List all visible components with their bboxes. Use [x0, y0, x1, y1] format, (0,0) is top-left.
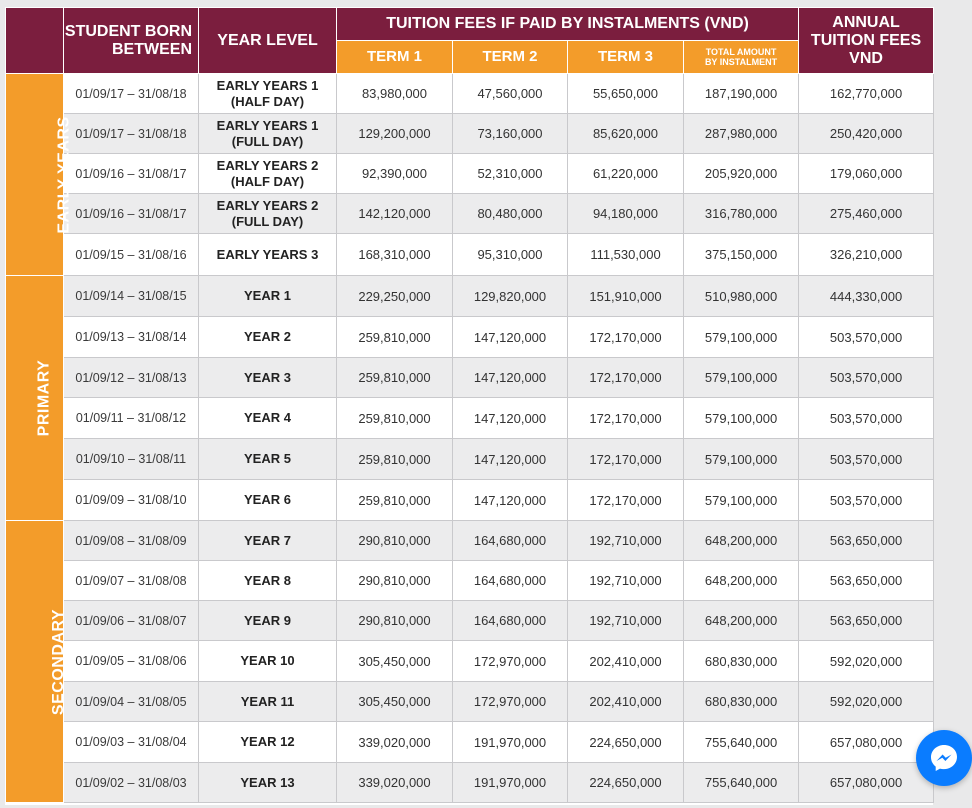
- header-instalments: TUITION FEES IF PAID BY INSTALMENTS (VND): [337, 8, 799, 41]
- term-1-fee: 168,310,000: [337, 234, 453, 276]
- birth-date-range: 01/09/11 – 31/08/12: [64, 398, 199, 439]
- annual-fee: 563,650,000: [799, 601, 934, 641]
- term-3-fee: 172,170,000: [568, 317, 684, 358]
- birth-date-range: 01/09/14 – 31/08/15: [64, 276, 199, 317]
- year-level: YEAR 3: [199, 358, 337, 398]
- year-level: YEAR 1: [199, 276, 337, 317]
- term-2-fee: 147,120,000: [453, 480, 568, 521]
- term-3-fee: 202,410,000: [568, 682, 684, 722]
- term-1-fee: 259,810,000: [337, 317, 453, 358]
- term-3-fee: 85,620,000: [568, 114, 684, 154]
- birth-date-range: 01/09/12 – 31/08/13: [64, 358, 199, 398]
- term-3-fee: 172,170,000: [568, 439, 684, 480]
- term-2-fee: 73,160,000: [453, 114, 568, 154]
- header-term-1: TERM 1: [337, 41, 453, 74]
- birth-date-range: 01/09/02 – 31/08/03: [64, 763, 199, 803]
- term-1-fee: 290,810,000: [337, 521, 453, 561]
- table-row: [6, 763, 934, 803]
- total-instalment-fee: 579,100,000: [684, 317, 799, 358]
- table-row: [6, 114, 934, 154]
- birth-date-range: 01/09/16 – 31/08/17: [64, 154, 199, 194]
- annual-fee: 503,570,000: [799, 398, 934, 439]
- term-2-fee: 164,680,000: [453, 521, 568, 561]
- term-2-fee: 147,120,000: [453, 398, 568, 439]
- term-3-fee: 172,170,000: [568, 398, 684, 439]
- term-3-fee: 224,650,000: [568, 722, 684, 763]
- term-3-fee: 192,710,000: [568, 601, 684, 641]
- table-body: [6, 74, 934, 803]
- annual-fee: 250,420,000: [799, 114, 934, 154]
- term-2-fee: 191,970,000: [453, 763, 568, 803]
- table-row: [6, 358, 934, 398]
- annual-fee: 657,080,000: [799, 722, 934, 763]
- term-3-fee: 151,910,000: [568, 276, 684, 317]
- term-1-fee: 92,390,000: [337, 154, 453, 194]
- term-2-fee: 52,310,000: [453, 154, 568, 194]
- total-instalment-fee: 579,100,000: [684, 398, 799, 439]
- total-instalment-fee: 205,920,000: [684, 154, 799, 194]
- annual-fee: 657,080,000: [799, 763, 934, 803]
- table-row: [6, 480, 934, 521]
- section-label-text: PRIMARY: [35, 359, 53, 437]
- year-level: EARLY YEARS 1 (FULL DAY): [199, 114, 337, 154]
- term-3-fee: 61,220,000: [568, 154, 684, 194]
- term-2-fee: 147,120,000: [453, 358, 568, 398]
- birth-date-range: 01/09/09 – 31/08/10: [64, 480, 199, 521]
- table-row: [6, 276, 934, 317]
- term-2-fee: 191,970,000: [453, 722, 568, 763]
- term-1-fee: 142,120,000: [337, 194, 453, 234]
- table-row: [6, 521, 934, 561]
- table-row: [6, 682, 934, 722]
- term-2-fee: 164,680,000: [453, 561, 568, 601]
- annual-fee: 503,570,000: [799, 439, 934, 480]
- annual-fee: 592,020,000: [799, 682, 934, 722]
- header-corner: [6, 8, 64, 74]
- year-level: YEAR 5: [199, 439, 337, 480]
- term-2-fee: 95,310,000: [453, 234, 568, 276]
- annual-fee: 275,460,000: [799, 194, 934, 234]
- year-level: YEAR 7: [199, 521, 337, 561]
- year-level: YEAR 10: [199, 641, 337, 682]
- birth-date-range: 01/09/17 – 31/08/18: [64, 74, 199, 114]
- term-2-fee: 80,480,000: [453, 194, 568, 234]
- total-instalment-fee: 287,980,000: [684, 114, 799, 154]
- messenger-icon: [928, 742, 960, 774]
- term-1-fee: 129,200,000: [337, 114, 453, 154]
- table-row: [6, 317, 934, 358]
- header-student-born: STUDENT BORN BETWEEN: [64, 8, 199, 74]
- year-level: EARLY YEARS 1 (HALF DAY): [199, 74, 337, 114]
- table-row: [6, 439, 934, 480]
- annual-fee: 563,650,000: [799, 521, 934, 561]
- term-1-fee: 259,810,000: [337, 480, 453, 521]
- term-3-fee: 202,410,000: [568, 641, 684, 682]
- birth-date-range: 01/09/04 – 31/08/05: [64, 682, 199, 722]
- birth-date-range: 01/09/05 – 31/08/06: [64, 641, 199, 682]
- term-3-fee: 192,710,000: [568, 521, 684, 561]
- fee-table-sheet: [5, 7, 933, 805]
- term-1-fee: 290,810,000: [337, 561, 453, 601]
- table-row: [6, 722, 934, 763]
- messenger-chat-button[interactable]: [916, 730, 972, 786]
- section-label-text: EARLY YEARS: [55, 115, 73, 234]
- total-instalment-fee: 510,980,000: [684, 276, 799, 317]
- section-label: [6, 276, 64, 521]
- annual-fee: 563,650,000: [799, 561, 934, 601]
- header-year-level: YEAR LEVEL: [199, 8, 337, 74]
- section-label: [6, 74, 73, 276]
- year-level: YEAR 4: [199, 398, 337, 439]
- year-level: EARLY YEARS 2 (FULL DAY): [199, 194, 337, 234]
- table-row: [6, 601, 934, 641]
- term-3-fee: 172,170,000: [568, 358, 684, 398]
- term-1-fee: 229,250,000: [337, 276, 453, 317]
- year-level: YEAR 12: [199, 722, 337, 763]
- total-instalment-fee: 755,640,000: [684, 722, 799, 763]
- term-1-fee: 83,980,000: [337, 74, 453, 114]
- total-instalment-fee: 187,190,000: [684, 74, 799, 114]
- table-row: [6, 74, 934, 114]
- total-instalment-fee: 375,150,000: [684, 234, 799, 276]
- annual-fee: 162,770,000: [799, 74, 934, 114]
- table-row: [6, 154, 934, 194]
- term-3-fee: 94,180,000: [568, 194, 684, 234]
- total-instalment-fee: 680,830,000: [684, 682, 799, 722]
- term-2-fee: 47,560,000: [453, 74, 568, 114]
- term-2-fee: 129,820,000: [453, 276, 568, 317]
- tuition-fee-table: [5, 7, 934, 803]
- table-row: [6, 194, 934, 234]
- total-instalment-fee: 579,100,000: [684, 480, 799, 521]
- term-1-fee: 259,810,000: [337, 398, 453, 439]
- annual-fee: 503,570,000: [799, 358, 934, 398]
- year-level: YEAR 13: [199, 763, 337, 803]
- table-row: [6, 234, 934, 276]
- birth-date-range: 01/09/06 – 31/08/07: [64, 601, 199, 641]
- term-3-fee: 172,170,000: [568, 480, 684, 521]
- table-row: [6, 398, 934, 439]
- term-3-fee: 55,650,000: [568, 74, 684, 114]
- annual-fee: 444,330,000: [799, 276, 934, 317]
- year-level: YEAR 6: [199, 480, 337, 521]
- year-level: EARLY YEARS 2 (HALF DAY): [199, 154, 337, 194]
- header-term-2: TERM 2: [453, 41, 568, 74]
- section-label-text: SECONDARY: [50, 608, 68, 715]
- term-2-fee: 172,970,000: [453, 682, 568, 722]
- total-instalment-fee: 579,100,000: [684, 439, 799, 480]
- birth-date-range: 01/09/13 – 31/08/14: [64, 317, 199, 358]
- term-2-fee: 147,120,000: [453, 439, 568, 480]
- total-instalment-fee: 579,100,000: [684, 358, 799, 398]
- year-level: YEAR 11: [199, 682, 337, 722]
- table-row: [6, 561, 934, 601]
- term-3-fee: 192,710,000: [568, 561, 684, 601]
- table-row: [6, 641, 934, 682]
- birth-date-range: 01/09/03 – 31/08/04: [64, 722, 199, 763]
- total-instalment-fee: 648,200,000: [684, 601, 799, 641]
- annual-fee: 503,570,000: [799, 317, 934, 358]
- term-1-fee: 305,450,000: [337, 682, 453, 722]
- annual-fee: 326,210,000: [799, 234, 934, 276]
- header-total-amount: TOTAL AMOUNT BY INSTALMENT: [684, 41, 799, 74]
- annual-fee: 592,020,000: [799, 641, 934, 682]
- term-1-fee: 339,020,000: [337, 763, 453, 803]
- term-3-fee: 224,650,000: [568, 763, 684, 803]
- term-1-fee: 259,810,000: [337, 439, 453, 480]
- annual-fee: 179,060,000: [799, 154, 934, 194]
- total-instalment-fee: 316,780,000: [684, 194, 799, 234]
- birth-date-range: 01/09/15 – 31/08/16: [64, 234, 199, 276]
- year-level: YEAR 8: [199, 561, 337, 601]
- term-1-fee: 290,810,000: [337, 601, 453, 641]
- birth-date-range: 01/09/17 – 31/08/18: [64, 114, 199, 154]
- total-instalment-fee: 648,200,000: [684, 521, 799, 561]
- header-annual-fees: ANNUAL TUITION FEES VND: [799, 8, 934, 74]
- year-level: YEAR 2: [199, 317, 337, 358]
- header-term-3: TERM 3: [568, 41, 684, 74]
- year-level: EARLY YEARS 3: [199, 234, 337, 276]
- birth-date-range: 01/09/08 – 31/08/09: [64, 521, 199, 561]
- total-instalment-fee: 680,830,000: [684, 641, 799, 682]
- term-1-fee: 339,020,000: [337, 722, 453, 763]
- term-1-fee: 259,810,000: [337, 358, 453, 398]
- birth-date-range: 01/09/10 – 31/08/11: [64, 439, 199, 480]
- term-3-fee: 111,530,000: [568, 234, 684, 276]
- term-2-fee: 147,120,000: [453, 317, 568, 358]
- section-label: [6, 521, 68, 803]
- annual-fee: 503,570,000: [799, 480, 934, 521]
- birth-date-range: 01/09/16 – 31/08/17: [64, 194, 199, 234]
- year-level: YEAR 9: [199, 601, 337, 641]
- term-2-fee: 164,680,000: [453, 601, 568, 641]
- total-instalment-fee: 648,200,000: [684, 561, 799, 601]
- term-1-fee: 305,450,000: [337, 641, 453, 682]
- total-instalment-fee: 755,640,000: [684, 763, 799, 803]
- birth-date-range: 01/09/07 – 31/08/08: [64, 561, 199, 601]
- term-2-fee: 172,970,000: [453, 641, 568, 682]
